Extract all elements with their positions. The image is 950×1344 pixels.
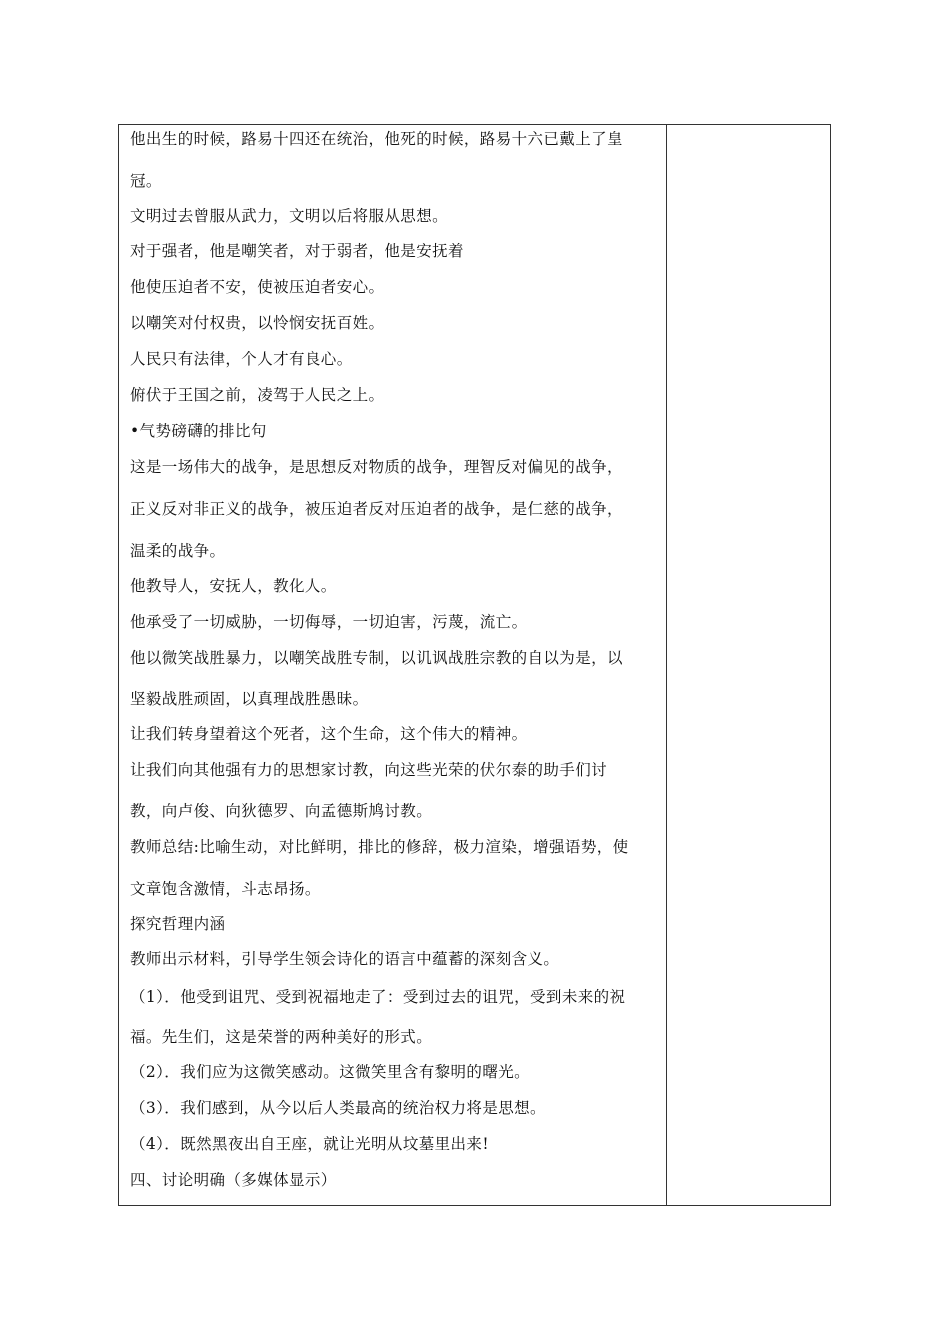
text-line: 人民只有法律，个人才有良心。 — [130, 350, 353, 368]
text-line: 对于强者，他是嘲笑者，对于弱者，他是安抚着 — [130, 242, 464, 260]
main-content-cell — [119, 125, 667, 1205]
text-line: 文章饱含激情，斗志昂扬。 — [130, 880, 321, 898]
text-line: 教，向卢俊、向狄德罗、向孟德斯鸠讨教。 — [130, 802, 433, 820]
text-line: 他使压迫者不安，使被压迫者安心。 — [130, 278, 385, 296]
text-line: （4）．既然黑夜出自王座，就让光明从坟墓里出来! — [130, 1135, 489, 1153]
text-line: 教师出示材料，引导学生领会诗化的语言中蕴蓄的深刻含义。 — [130, 950, 560, 968]
text-line: 温柔的战争。 — [130, 542, 226, 560]
text-line: 冠。 — [130, 172, 162, 190]
text-line: 他以微笑战胜暴力，以嘲笑战胜专制，以讥讽战胜宗教的自以为是，以 — [130, 649, 623, 667]
text-line: 文明过去曾服从武力，文明以后将服从思想。 — [130, 207, 449, 225]
text-line: （3）．我们感到，从今以后人类最高的统治权力将是思想。 — [130, 1099, 546, 1117]
text-line: 他教导人，安抚人，教化人。 — [130, 577, 337, 595]
text-line: 正义反对非正义的战争，被压迫者反对压迫者的战争，是仁慈的战争， — [130, 500, 623, 518]
text-line: （1）．他受到诅咒、受到祝福地走了：受到过去的诅咒，受到未来的祝 — [130, 988, 626, 1006]
text-line: 让我们向其他强有力的思想家讨教，向这些光荣的伏尔泰的助手们讨 — [130, 761, 608, 779]
document-table — [118, 124, 831, 1206]
section-bullet: •气势磅礴的排比句 — [130, 422, 267, 440]
text-line: 俯伏于王国之前，凌驾于人民之上。 — [130, 386, 385, 404]
section-heading: 探究哲理内涵 — [130, 915, 226, 933]
text-line: 坚毅战胜顽固，以真理战胜愚昧。 — [130, 690, 369, 708]
section-heading: 四、讨论明确（多媒体显示） — [130, 1171, 337, 1189]
side-notes-cell — [667, 125, 830, 1205]
text-line: 让我们转身望着这个死者，这个生命，这个伟大的精神。 — [130, 725, 528, 743]
text-line: （2）．我们应为这微笑感动。这微笑里含有黎明的曙光。 — [130, 1063, 531, 1081]
text-line: 福。先生们，这是荣誉的两种美好的形式。 — [130, 1028, 433, 1046]
text-line: 这是一场伟大的战争，是思想反对物质的战争，理智反对偏见的战争， — [130, 458, 623, 476]
text-line: 他出生的时候，路易十四还在统治，他死的时候，路易十六已戴上了皇 — [130, 130, 623, 148]
text-line: 他承受了一切威胁，一切侮辱，一切迫害，污蔑，流亡。 — [130, 613, 528, 631]
text-line: 教师总结:比喻生动，对比鲜明，排比的修辞，极力渲染，增强语势，使 — [130, 838, 629, 856]
text-line: 以嘲笑对付权贵，以怜悯安抚百姓。 — [130, 314, 385, 332]
